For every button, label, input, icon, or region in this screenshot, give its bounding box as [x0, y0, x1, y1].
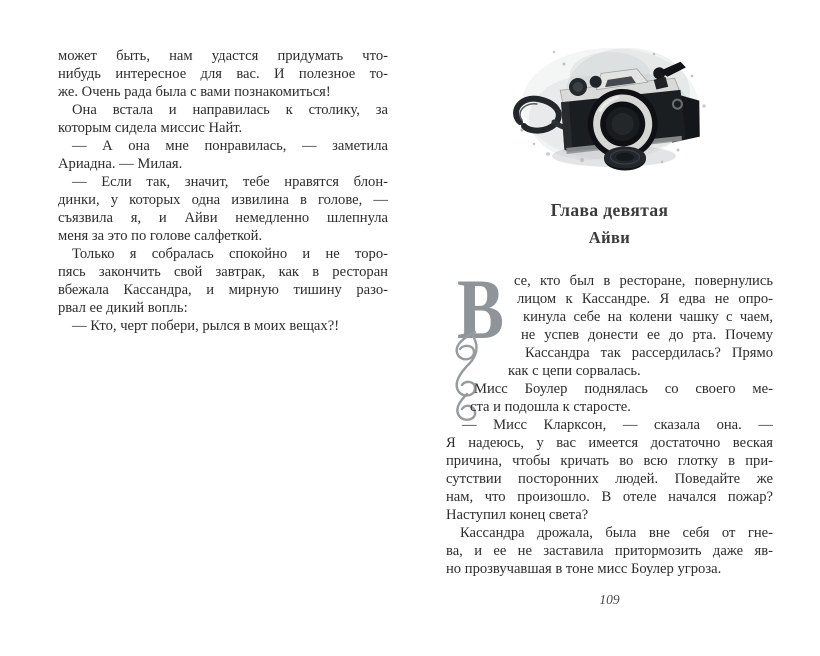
text-line: динки, у которых одна извилина в голове, — — [58, 192, 388, 208]
text-line: нибудь интересное для вас. И полезное то- — [58, 66, 388, 82]
text-line: кинула себе на колени чашку с чаем, — [523, 309, 773, 325]
left-page-text — [58, 47, 388, 335]
text-line: пясь закончить свой завтрак, как в ресторан — [58, 264, 388, 280]
text-line: Наступил конец света? — [446, 507, 589, 523]
text-line: — Мисс Кларксон, — сказала она. — — [462, 417, 773, 433]
text-line: вбежала Кассандра, и мирную тишину разо- — [58, 282, 388, 298]
text-line: Кассандра дрожала, была вне себя от гне- — [460, 525, 773, 541]
camera-illustration — [492, 34, 722, 176]
right-page-text — [446, 272, 773, 578]
text-line: но прозвучавшая в тоне мисс Боулер угроза. — [446, 561, 722, 577]
text-line: — Кто, черт побери, рылся в моих вещах?! — [72, 318, 340, 334]
text-line: Кассандра так рассердилась? Прямо — [525, 345, 773, 361]
text-line: же. Очень рада была с вами познакомиться! — [58, 84, 331, 100]
chapter-subtitle: Айви — [588, 228, 631, 247]
text-line: Только я собралась спокойно и не торо- — [72, 246, 388, 262]
text-line: причина, чтобы кричать во всю глотку в при- — [446, 453, 773, 469]
text-line: — Если так, значит, тебе нравятся блон- — [72, 174, 388, 190]
text-line: ва, и ее не заставила притормозить даже яв- — [446, 543, 773, 559]
text-line: сутствии посторонних людей. Поведайте же — [446, 471, 773, 487]
text-line: которым сидела миссис Найт. — [58, 120, 243, 136]
page-number: 109 — [599, 592, 620, 607]
text-line: Мисс Боулер поднялась со своего ме- — [474, 381, 773, 397]
text-line: съязвила я, и Айви немедленно шлепнула — [58, 210, 388, 226]
drop-cap-letter: В — [457, 261, 505, 357]
text-line: — А она мне понравилась, — заметила — [72, 138, 388, 154]
chapter-title: Глава девятая — [550, 200, 669, 220]
text-line: лицом к Кассандре. Я едва не опро- — [517, 291, 773, 307]
text-line: Ариадна. — Милая. — [58, 156, 183, 172]
text-line: не успев донести ее до рта. Почему — [521, 327, 773, 343]
text-line: нам, что произошло. В отеле начался пожар? — [446, 489, 773, 505]
text-line: ста и подошла к старосте. — [470, 399, 631, 415]
text-line: может быть, нам удастся придумать что- — [58, 48, 388, 64]
text-line: рвал ее дикий вопль: — [58, 300, 188, 316]
text-line: как с цепи сорвалась. — [508, 363, 641, 379]
lens-cap — [604, 147, 646, 171]
text-line: Я надеюсь, у вас имеется достаточно веская — [446, 435, 773, 451]
text-line: меня за это по голове салфеткой. — [58, 228, 263, 244]
text-line: се, кто был в ресторане, повернулись — [514, 273, 773, 289]
text-line: Она встала и направилась к столику, за — [72, 102, 388, 118]
